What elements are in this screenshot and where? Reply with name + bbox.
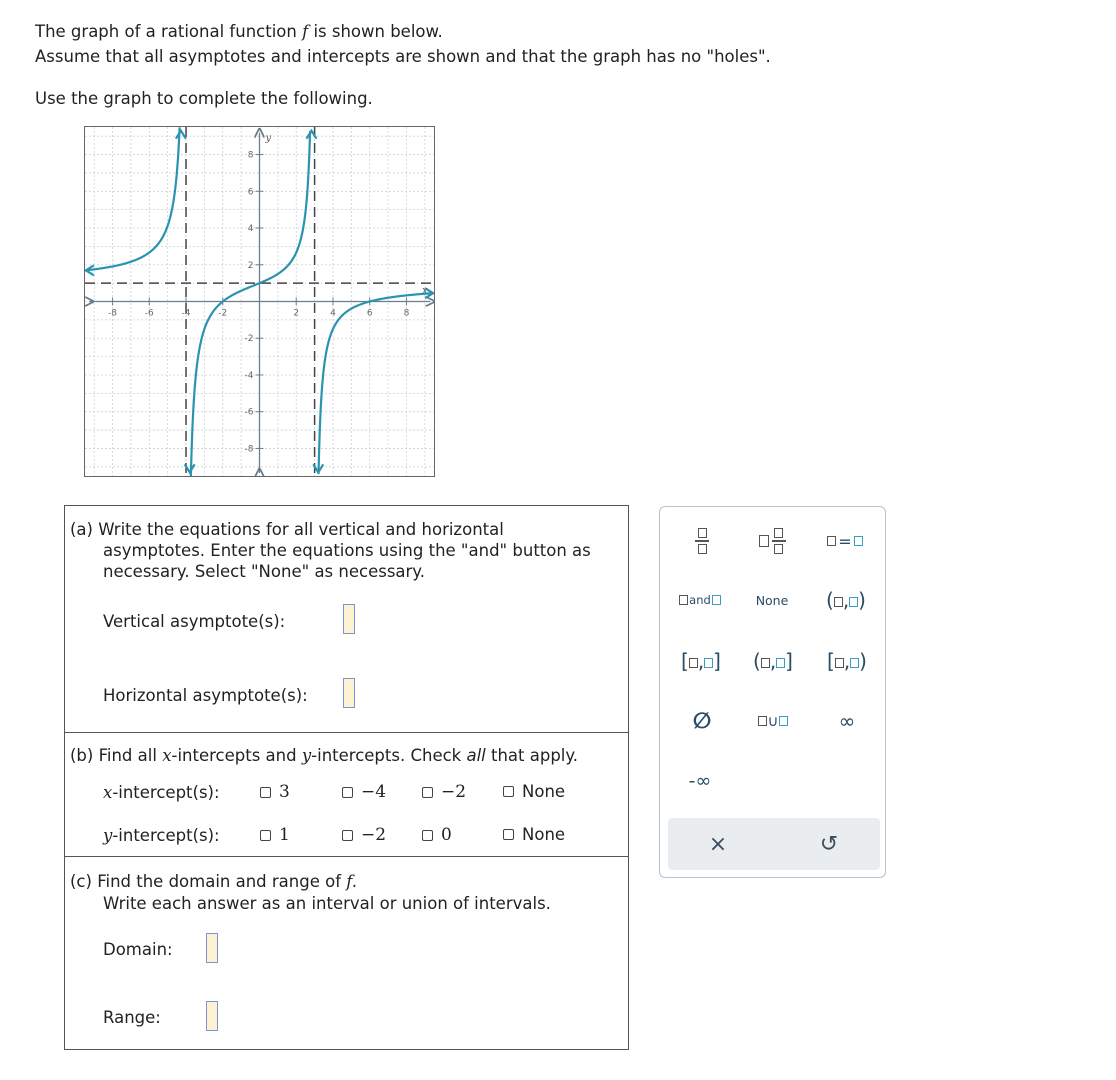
none-button[interactable]: None [755,592,789,608]
domain-input[interactable] [206,933,218,963]
x-tick-label: -6 [144,308,154,319]
x-tick-label: -4 [181,308,191,319]
part-a-prompt-2: asymptotes. Enter the equations using the "and" button as [103,541,591,560]
left-open-interval-button[interactable] [744,642,802,680]
part-a-prompt-3: necessary. Select "None" as necessary. [103,562,425,581]
closed-interval-button[interactable] [672,642,730,680]
y-intercept-label: y-intercept(s): [103,826,220,845]
graph-svg [85,127,434,476]
palette-action-bar [668,818,880,870]
part-b-prompt: (b) Find all x-intercepts and y-intercepts. Check all that apply. [70,746,579,765]
y-tick-label: 6 [247,187,254,198]
negative-infinity-button[interactable]: -∞ [688,770,712,792]
x-intercept-option-3[interactable]: 3 [260,782,290,802]
fraction-icon [695,528,709,554]
part-a-prompt-1: (a) Write the equations for all vertical and horizontal [70,520,504,539]
x-intercept-option-neg4[interactable]: −4 [342,782,386,802]
fraction-button[interactable] [680,519,724,563]
x-tick-label: 4 [330,308,336,319]
axes [89,133,430,473]
x-tick-label: -8 [108,308,118,319]
right-open-interval-icon: [ , ) [827,649,867,673]
intro-line-2: Assume that all asymptotes and intercepts are shown and that the graph has no "holes". [35,47,771,66]
arrow-va1-up [176,131,186,139]
checkbox[interactable] [260,787,271,798]
part-c-box [64,856,629,1050]
part-c-prompt-2: Write each answer as an interval or union of intervals. [103,894,551,913]
x-tick-label: -2 [218,308,228,319]
open-interval-button[interactable] [818,582,874,618]
clear-button[interactable]: × [708,831,728,857]
y-axis-label: y [265,133,272,144]
y-tick-label: -4 [244,370,254,381]
vertical-asymptote-label: Vertical asymptote(s): [103,612,286,631]
checkbox[interactable] [503,786,514,797]
mixed-number-icon [759,528,786,554]
y-tick-label: -6 [244,407,254,418]
horizontal-asymptote-label: Horizontal asymptote(s): [103,686,308,705]
and-right-box-icon [712,595,721,605]
part-c-prompt-1: (c) Find the domain and range of f. [70,872,358,891]
x-intercept-option-neg2[interactable]: −2 [422,782,466,802]
checkbox[interactable] [342,830,353,841]
right-open-interval-button[interactable] [818,642,876,680]
mixed-number-button[interactable] [750,519,794,563]
checkbox[interactable] [342,787,353,798]
infinity-button[interactable]: ∞ [838,709,856,733]
x-tick-label: 2 [293,308,300,319]
y-intercept-option-none[interactable]: None [503,825,565,844]
curve-branch-3 [319,293,434,474]
empty-set-button[interactable]: ∅ [692,708,712,734]
union-icon: ∪ [758,712,789,730]
y-tick-label: -8 [244,444,254,455]
y-intercept-option-neg2[interactable]: −2 [342,825,386,845]
rational-function-graph [84,126,435,477]
y-intercept-option-1[interactable]: 1 [260,825,290,845]
union-button[interactable] [748,703,798,739]
curve-branch-2 [191,131,310,476]
x-intercept-label: x-intercept(s): [103,783,220,802]
y-tick-label: 8 [247,150,254,161]
open-interval-icon: ( , ) [826,588,866,612]
curve-branch-1 [85,127,180,270]
and-button[interactable]: and [674,582,726,618]
checkbox[interactable] [260,830,271,841]
y-intercept-option-0[interactable]: 0 [422,825,452,845]
part-a-box [64,505,629,733]
checkbox[interactable] [422,830,433,841]
and-left-box-icon [679,595,688,605]
range-input[interactable] [206,1001,218,1031]
horizontal-asymptote-input[interactable] [343,678,355,708]
left-open-interval-icon: ( , ] [753,649,793,673]
equals-button[interactable] [820,519,870,563]
checkbox[interactable] [503,829,514,840]
math-palette [659,506,886,878]
intro-line-3: Use the graph to complete the following. [35,89,373,108]
intro-line-1: The graph of a rational function f is shown below. [35,22,443,41]
domain-label: Domain: [103,940,173,959]
vertical-asymptote-input[interactable] [343,604,355,634]
x-tick-label: 6 [366,308,373,319]
x-axis-label: x [422,285,428,297]
range-label: Range: [103,1008,161,1027]
equals-icon: = [827,532,862,551]
y-tick-label: -2 [244,334,254,345]
x-tick-label: 8 [403,308,410,319]
y-tick-label: 2 [247,260,254,271]
part-b-box [64,732,629,857]
checkbox[interactable] [422,787,433,798]
undo-button[interactable]: ↺ [819,831,839,857]
closed-interval-icon: [ , ] [681,649,721,673]
y-tick-label: 4 [247,224,254,235]
x-intercept-option-none[interactable]: None [503,782,565,801]
